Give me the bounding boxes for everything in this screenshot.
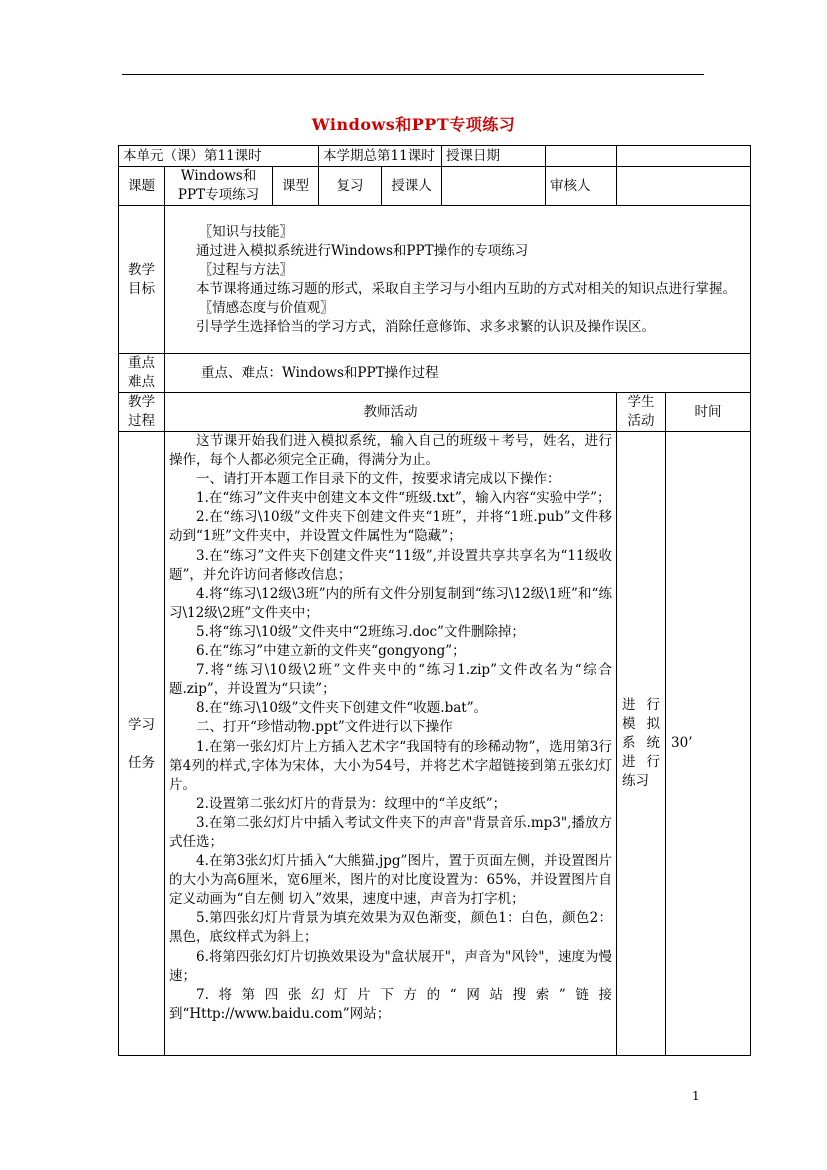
objective-text-process: 本节课将通过练习题的形式，采取自主学习与小组内互助的方式对相关的知识点进行掌握。 bbox=[196, 280, 736, 297]
topic-value: Windows和PPT专项练习 bbox=[165, 167, 273, 206]
task-paragraph: 6.将第四张幻灯片切换效果设为"盒状展开"，声音为"风铃"，速度为慢速； bbox=[169, 948, 613, 984]
objectives-label: 教学 目标 bbox=[119, 206, 165, 354]
task-paragraph: 4.将“练习\12级\3班”内的所有文件分别复制到“练习\12级\1班”和“练习\12级\2班”文件夹中； bbox=[169, 585, 613, 621]
process-header-row bbox=[119, 393, 751, 432]
keypoints-label: 重点 难点 bbox=[119, 354, 165, 393]
task-paragraph: 1.在“练习”文件夹中创建文本文件“班级.txt”，输入内容“实验中学”； bbox=[196, 490, 611, 507]
objective-heading-knowledge: 〖知识与技能〗 bbox=[198, 223, 294, 240]
task-paragraph: 1.在第一张幻灯片上方插入艺术字“我国特有的珍稀动物”，选用第3行第4列的样式,字体为宋体，大小为54号，并将艺术字超链接到第五张幻灯片。 bbox=[169, 738, 613, 793]
page-number: 1 bbox=[692, 1089, 700, 1103]
teacher-label: 授课人 bbox=[382, 167, 442, 206]
objective-heading-attitude: 〖情感态度与价值观〗 bbox=[198, 299, 334, 316]
tasks-label: 学习 任务 bbox=[119, 432, 165, 1056]
task-paragraph: 5.将“练习\10级”文件夹中“2班练习.doc”文件删除掉； bbox=[196, 623, 525, 640]
student-activity-cell: 进 行 模 拟 系 统 进 行 练习 bbox=[617, 432, 666, 1056]
task-paragraph: 4.在第3张幻灯片插入“大熊猫.jpg”图片，置于页面左侧，并设置图片的大小为高6厘米，宽6厘米，图片的对比度设置为：65%，并设置图片自定义动画为“自左侧 切入”效果，速度中速，声音为打字机； bbox=[169, 853, 613, 908]
objectives-row bbox=[119, 206, 751, 354]
keypoints-row bbox=[119, 354, 751, 393]
process-label: 教学 过程 bbox=[119, 393, 165, 432]
task-paragraph: 2.设置第二张幻灯片的背景为：纹理中的“羊皮纸”； bbox=[196, 795, 507, 812]
reviewer-label: 审核人 bbox=[546, 167, 617, 206]
time-cell: 30’ bbox=[666, 432, 751, 1056]
task-paragraph: 8.在“练习\10级”文件夹下创建文件“收题.bat”。 bbox=[196, 700, 488, 717]
task-paragraph: 7.将“练习\10级\2班”文件夹中的“练习1.zip”文件改名为“综合题.zip”，并设置为“只读”； bbox=[169, 662, 613, 698]
unit-lesson-cell: 本单元（课）第11课时 bbox=[119, 146, 319, 167]
teach-date-label: 授课日期 bbox=[442, 146, 546, 167]
task-paragraph: 二、打开“珍惜动物.ppt”文件进行以下操作 bbox=[196, 719, 453, 736]
task-paragraph: 这节课开始我们进入模拟系统，输入自己的班级＋考号，姓名，进行操作，每个人都必须完全正确，得满分为止。 bbox=[169, 433, 613, 469]
task-paragraph: 5.第四张幻灯片背景为填充效果为双色渐变，颜色1：白色，颜色2：黑色，底纹样式为斜上； bbox=[169, 910, 613, 946]
objective-heading-process: 〖过程与方法〗 bbox=[198, 261, 294, 278]
keypoints-content: 重点、难点：Windows和PPT操作过程 bbox=[165, 354, 751, 393]
info-row bbox=[119, 167, 751, 206]
header-rule bbox=[122, 74, 704, 75]
tasks-content bbox=[165, 432, 617, 1056]
task-paragraph: 3.在第二张幻灯片中插入考试文件夹下的声音"背景音乐.mp3",播放方式任选； bbox=[169, 814, 613, 850]
task-paragraph: 7.将第四张幻灯片下方的“网站搜索”链接到“Http://www.baidu.com”网站； bbox=[169, 986, 613, 1022]
task-paragraph: 2.在“练习\10级”文件夹下创建文件夹“1班”，并将“1班.pub”文件移动到“1班”文件夹中，并设置文件属性为“隐藏”； bbox=[169, 509, 613, 545]
reviewer-value bbox=[617, 167, 751, 206]
time-header: 时间 bbox=[666, 393, 751, 432]
type-value: 复习 bbox=[319, 167, 382, 206]
objectives-content bbox=[165, 206, 751, 354]
task-paragraph: 3.在“练习”文件夹下创建文件夹“11级”,并设置共享共享名为“11级收题”，并允许访问者修改信息； bbox=[169, 547, 613, 583]
objective-text-attitude: 引导学生选择恰当的学习方式，消除任意修饰、求多求繁的认识及操作误区。 bbox=[196, 318, 655, 335]
lesson-plan-table bbox=[118, 145, 751, 1056]
teacher-value bbox=[442, 167, 546, 206]
header-empty-cell bbox=[617, 146, 751, 167]
header-row bbox=[119, 146, 751, 167]
teach-date-value bbox=[546, 146, 617, 167]
term-total-cell: 本学期总第11课时 bbox=[319, 146, 442, 167]
teacher-activity-header: 教师活动 bbox=[165, 393, 617, 432]
task-paragraph: 6.在“练习”中建立新的文件夹“gongyong”； bbox=[196, 643, 466, 660]
document-title: Windows和PPT专项练习 bbox=[311, 115, 516, 134]
objective-text-knowledge: 通过进入模拟系统进行Windows和PPT操作的专项练习 bbox=[196, 242, 529, 259]
topic-label: 课题 bbox=[119, 167, 165, 206]
type-label: 课型 bbox=[273, 167, 319, 206]
student-activity-header: 学生 活动 bbox=[617, 393, 666, 432]
tasks-row bbox=[119, 432, 751, 1056]
task-paragraph: 一、请打开本题工作目录下的文件，按要求请完成以下操作： bbox=[196, 471, 561, 488]
